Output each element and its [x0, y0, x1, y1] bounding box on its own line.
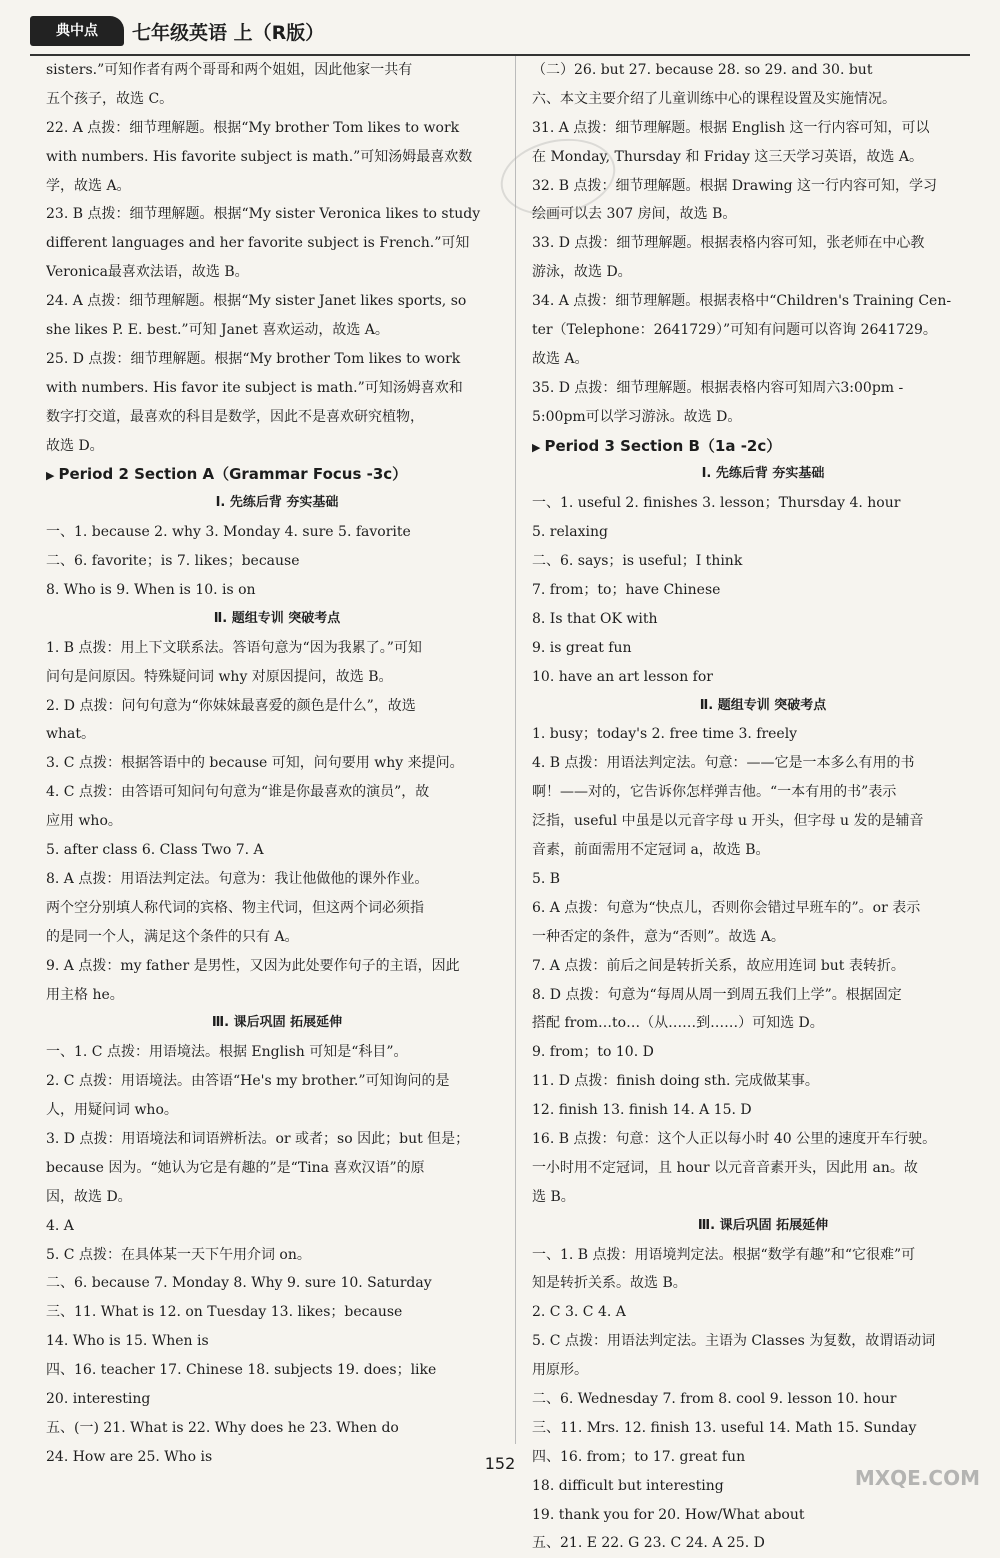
answer-line: 1. B 点拨：用上下文联系法。答语句意为“因为我累了。”可知 [46, 639, 422, 656]
answer-line: 五、(一) 21. What is 22. Why does he 23. When do [46, 1419, 399, 1436]
answer-line: 18. difficult but interesting [532, 1477, 724, 1494]
answer-line: （二）26. but 27. because 28. so 29. and 30. but [532, 62, 873, 78]
answer-line: 2. C 点拨：用语境法。由答语“He's my brother.”可知询问的是 [46, 1073, 450, 1090]
answer-line: 25. D 点拨：细节理解题。根据“My brother Tom likes to work [46, 350, 461, 367]
answer-line: 5. C 点拨：在具体某一天下午用介词 on。 [46, 1246, 311, 1263]
answer-line: 二、6. because 7. Monday 8. Why 9. sure 10. Saturday [46, 1275, 432, 1292]
answer-line: 5. after class 6. Class Two 7. A [46, 842, 264, 859]
answer-line: what。 [46, 726, 95, 743]
answer-line: 31. A 点拨：细节理解题。根据 English 这一行内容可知，可以 [532, 119, 930, 136]
answer-line: 学，故选 A。 [46, 177, 131, 194]
subsection-heading: Ⅲ. 课后巩固 拓展延伸 [211, 1015, 343, 1031]
answer-line: 20. interesting [46, 1390, 151, 1407]
triangle-right-icon: ▶ [532, 440, 541, 454]
answer-line: 7. from；to；have Chinese [532, 582, 721, 599]
answer-line: 4. C 点拨：由答语可知问句句意为“谁是你最喜欢的演员”，故 [46, 784, 430, 801]
answer-line: 故选 A。 [532, 350, 589, 367]
answer-line: 8. Who is 9. When is 10. is on [46, 582, 256, 599]
column-divider [515, 56, 516, 1444]
answer-line: 啊！——对的，它告诉你怎样弹吉他。“一本有用的书”表示 [532, 784, 897, 801]
answer-line: 8. Is that OK with [532, 610, 658, 627]
triangle-right-icon: ▶ [46, 469, 55, 483]
answer-line: 9. is great fun [532, 639, 632, 656]
answer-line: 绘画可以去 307 房间，故选 B。 [532, 206, 737, 223]
answer-line: sisters.”可知作者有两个哥哥和两个姐姐，因此他家一共有 [46, 62, 413, 78]
answer-line: 问句是问原因。特殊疑问词 why 对原因提问，故选 B。 [46, 668, 393, 685]
answer-line: 二、6. Wednesday 7. from 8. cool 9. lesson 10. hour [532, 1390, 897, 1407]
answer-line: 二、6. says；is useful；I think [532, 553, 743, 570]
answer-line: 知是转折关系。故选 B。 [532, 1275, 687, 1292]
section-heading [532, 432, 994, 461]
brand-logo: 典中点 [30, 16, 124, 46]
answer-line: 两个空分别填人称代词的宾格、物主代词，但这两个词必须指 [46, 899, 424, 916]
answer-line: 故选 D。 [46, 437, 104, 454]
answer-line: 五个孩子，故选 C。 [46, 90, 174, 107]
answer-line: 22. A 点拨：细节理解题。根据“My brother Tom likes to work [46, 119, 460, 136]
answer-line: 2. D 点拨：问句句意为“你妹妹最喜爱的颜色是什么”，故选 [46, 697, 416, 714]
answer-line: 35. D 点拨：细节理解题。根据表格内容可知周六3:00pm - [532, 379, 904, 396]
answer-line: 四、16. teacher 17. Chinese 18. subjects 19. does；like [46, 1362, 437, 1379]
section-heading [46, 460, 508, 489]
answer-line: 四、16. from；to 17. great fun [532, 1448, 746, 1465]
answer-line: 的是同一个人，满足这个条件的只有 A。 [46, 928, 299, 945]
answer-line: ter（Telephone：2641729）”可知有问题可以咨询 2641729。 [532, 322, 937, 339]
answer-line: 2. C 3. C 4. A [532, 1304, 626, 1321]
answer-line: 一、1. C 点拨：用语境法。根据 English 可知是“科目”。 [46, 1044, 408, 1061]
answer-line: 5. relaxing [532, 524, 608, 541]
answer-line: 1. busy；today's 2. free time 3. freely [532, 726, 798, 743]
answer-line: 用原形。 [532, 1362, 588, 1379]
answer-line: 7. A 点拨：前后之间是转折关系，故应用连词 but 表转折。 [532, 957, 905, 974]
answer-line: 一、1. B 点拨：用语境判定法。根据“数学有趣”和“它很难”可 [532, 1246, 916, 1263]
answer-line: 一小时用不定冠词，且 hour 以元音音素开头，因此用 an。故 [532, 1159, 918, 1176]
answer-line: 用主格 he。 [46, 986, 124, 1003]
answer-line: 因，故选 D。 [46, 1188, 132, 1205]
left-column [46, 56, 508, 1472]
answer-line: 游泳，故选 D。 [532, 264, 632, 281]
page-number: 152 [484, 1454, 516, 1473]
subsection-heading: Ⅰ. 先练后背 夯实基础 [701, 466, 825, 482]
answer-line: 10. have an art lesson for [532, 668, 713, 685]
answer-line: because 因为。“她认为它是有趣的”是“Tina 喜欢汉语”的原 [46, 1159, 425, 1176]
section-heading-text: Period 2 Section A（Grammar Focus -3c） [58, 465, 408, 484]
answer-line: 5. B [532, 870, 561, 887]
answer-line: different languages and her favorite subject is French.”可知 [46, 235, 470, 252]
answer-line: 4. B 点拨：用语法判定法。句意：——它是一本多么有用的书 [532, 755, 915, 772]
answer-line: 一种否定的条件，意为“否则”。故选 A。 [532, 928, 785, 945]
answer-line: 8. A 点拨：用语法判定法。句意为：我让他做他的课外作业。 [46, 870, 429, 887]
answer-line: 23. B 点拨：细节理解题。根据“My sister Veronica likes to study [46, 206, 481, 223]
site-watermark: MXQE.COM [854, 1466, 980, 1490]
answer-line: 12. finish 13. finish 14. A 15. D [532, 1102, 752, 1119]
answer-line: 搭配 from…to…（从……到……）可知选 D。 [532, 1015, 824, 1032]
answer-line: she likes P. E. best.”可知 Janet 喜欢运动，故选 A。 [46, 322, 389, 339]
answer-line: 在 Monday, Thursday 和 Friday 这三天学习英语，故选 A。 [532, 148, 923, 165]
answer-line: 一、1. because 2. why 3. Monday 4. sure 5. favorite [46, 524, 411, 541]
section-heading-text: Period 3 Section B（1a -2c） [544, 436, 782, 455]
answer-line: 19. thank you for 20. How/What about [532, 1506, 805, 1523]
answer-line: 9. A 点拨：my father 是男性，又因为此处要作句子的主语，因此 [46, 957, 460, 974]
answer-line: 9. from；to 10. D [532, 1044, 654, 1061]
answer-line: 3. D 点拨：用语境法和词语辨析法。or 或者；so 因此；but 但是； [46, 1130, 470, 1147]
answer-line: 32. B 点拨：细节理解题。根据 Drawing 这一行内容可知，学习 [532, 177, 938, 194]
answer-line: 24. How are 25. Who is [46, 1448, 213, 1465]
answer-line: 4. A [46, 1217, 74, 1234]
answer-line: 3. C 点拨：根据答语中的 because 可知，问句要用 why 来提问。 [46, 755, 464, 772]
answer-line: 24. A 点拨：细节理解题。根据“My sister Janet likes sports, so [46, 293, 467, 310]
answer-line: 三、11. Mrs. 12. finish 13. useful 14. Math 15. Sunday [532, 1419, 917, 1436]
answer-line: 音素，前面需用不定冠词 a，故选 B。 [532, 842, 770, 859]
answer-line: 16. B 点拨：句意：这个人正以每小时 40 公里的速度开车行驶。 [532, 1130, 937, 1147]
answer-line: 34. A 点拨：细节理解题。根据表格中“Children's Training Cen- [532, 293, 952, 310]
subsection-heading: Ⅰ. 先练后背 夯实基础 [215, 495, 339, 511]
answer-line: with numbers. His favorite subject is math.”可知汤姆最喜欢数 [46, 148, 473, 165]
answer-line: 选 B。 [532, 1188, 575, 1205]
subsection-heading: Ⅱ. 题组专训 突破考点 [699, 697, 827, 713]
answer-line: 11. D 点拨：finish doing sth. 完成做某事。 [532, 1073, 819, 1090]
answer-line: 5:00pm可以学习游泳。故选 D。 [532, 408, 742, 425]
answer-line: Veronica最喜欢法语，故选 B。 [46, 264, 249, 281]
right-column [532, 56, 994, 1558]
answer-line: 5. C 点拨：用语法判定法。主语为 Classes 为复数，故谓语动词 [532, 1333, 936, 1350]
answer-line: 泛指，useful 中虽是以元音字母 u 开头，但字母 u 发的是辅音 [532, 813, 924, 830]
answer-line: 二、6. favorite；is 7. likes；because [46, 553, 300, 570]
answer-line: 14. Who is 15. When is [46, 1333, 209, 1350]
book-title: 七年级英语 上（R版） [132, 22, 325, 44]
answer-line: 三、11. What is 12. on Tuesday 13. likes；because [46, 1304, 403, 1321]
answer-line: 8. D 点拨：句意为“每周从周一到周五我们上学”。根据固定 [532, 986, 902, 1003]
answer-line: 33. D 点拨：细节理解题。根据表格内容可知，张老师在中心教 [532, 235, 925, 252]
subsection-heading: Ⅱ. 题组专训 突破考点 [213, 610, 341, 626]
answer-line: 数字打交道，最喜欢的科目是数学，因此不是喜欢研究植物， [46, 408, 424, 425]
subsection-heading: Ⅲ. 课后巩固 拓展延伸 [697, 1217, 829, 1233]
answer-line: 五、21. E 22. G 23. C 24. A 25. D [532, 1535, 765, 1552]
answer-line: 一、1. useful 2. finishes 3. lesson；Thursday 4. hour [532, 495, 901, 512]
answer-line: 六、本文主要介绍了儿童训练中心的课程设置及实施情况。 [532, 90, 896, 107]
answer-line: 人，用疑问词 who。 [46, 1102, 178, 1119]
answer-line: 6. A 点拨：句意为“快点儿，否则你会错过早班车的”。or 表示 [532, 899, 921, 916]
answer-line: 应用 who。 [46, 813, 122, 830]
page-header [30, 14, 970, 50]
answer-line: with numbers. His favor ite subject is math.”可知汤姆喜欢和 [46, 379, 463, 396]
